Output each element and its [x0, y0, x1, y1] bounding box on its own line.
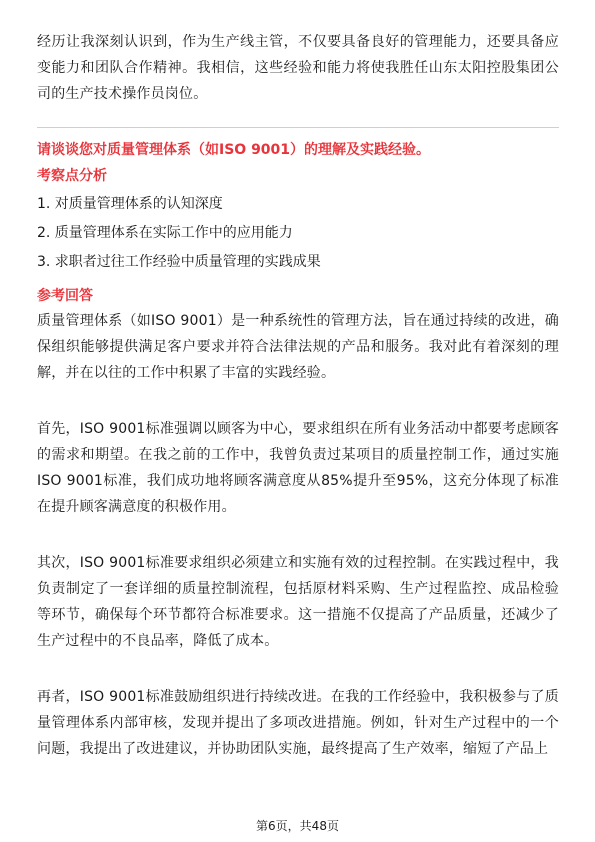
- answer-body: [37, 308, 559, 762]
- analysis-item: 3. 求职者过往工作经验中质量管理的实践成果: [37, 254, 321, 270]
- answer-paragraph: 质量管理体系（如ISO 9001）是一种系统性的管理方法，旨在通过持续的改进，确保组织能够提供满足客户要求并符合法律法规的产品和服务。我对此有着深刻的理解，并在以往的工作中积累了丰富的实践经验。: [37, 313, 559, 381]
- answer-paragraph: 首先，ISO 9001标准强调以顾客为中心，要求组织在所有业务活动中都要考虑顾客的需求和期望。在我之前的工作中，我曾负责过某项目的质量控制工作，通过实施ISO 9001标准，我们成功地将顾客满意度从85%提升至95%，这充分体现了标准在提升顾客满意度的积极作用。: [37, 421, 559, 515]
- answer-paragraph: 再者，ISO 9001标准鼓励组织进行持续改进。在我的工作经验中，我积极参与了质量管理体系内部审核，发现并提出了多项改进措施。例如，针对生产过程中的一个问题，我提出了改进建议，并协助团队实施，最终提高了生产效率，缩短了产品上: [37, 689, 559, 757]
- analysis-item: 2. 质量管理体系在实际工作中的应用能力: [37, 225, 293, 241]
- intro-paragraph: 经历让我深刻认识到，作为生产线主管，不仅要具备良好的管理能力，还要具备应变能力和团队合作精神。我相信，这些经验和能力将使我胜任山东太阳控股集团公司的生产技术操作员岗位。: [37, 34, 559, 102]
- question-heading: 请谈谈您对质量管理体系（如ISO 9001）的理解及实践经验。: [37, 142, 431, 158]
- answer-label: 参考回答: [37, 288, 93, 304]
- page-footer: 第6页，共48页: [256, 819, 339, 833]
- analysis-list: [37, 190, 321, 277]
- analysis-label: 考察点分析: [37, 168, 107, 184]
- section-divider: [37, 127, 559, 128]
- answer-paragraph: 其次，ISO 9001标准要求组织必须建立和实施有效的过程控制。在实践过程中，我负责制定了一套详细的质量控制流程，包括原材料采购、生产过程监控、成品检验等环节，确保每个环节都符合标准要求。这一措施不仅提高了产品质量，还减少了生产过程中的不良品率，降低了成本。: [37, 555, 559, 649]
- analysis-item: 1. 对质量管理体系的认知深度: [37, 196, 223, 212]
